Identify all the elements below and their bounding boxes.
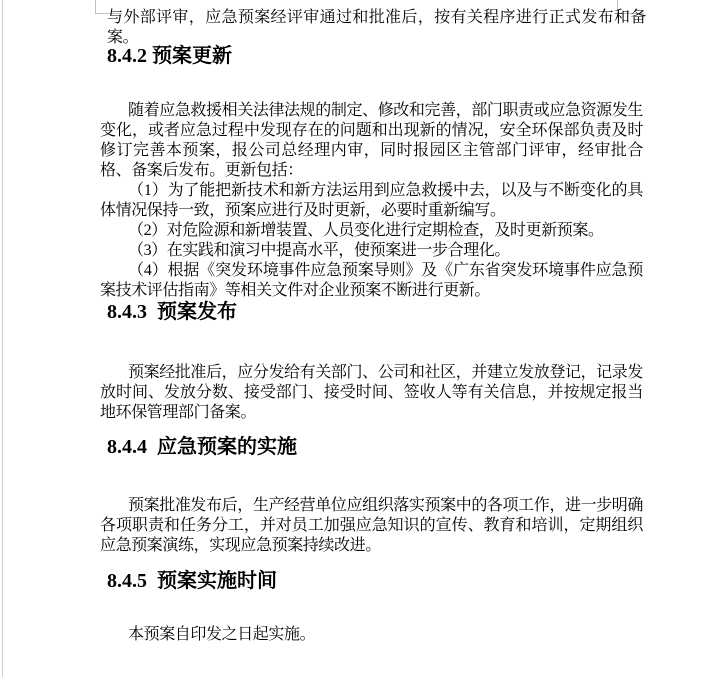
page-left-edge-line <box>2 0 3 677</box>
crop-mark-vertical-line <box>95 0 96 13</box>
section-8-4-2-body <box>100 101 643 301</box>
paragraph-plan-implementation: 预案批准发布后，生产经营单位应组织落实预案中的各项工作，进一步明确各项职责和任务分工，并对员工加强应急知识的宣传、教育和培训，定期组织应急预案演练，实现应急预案持续改进。 <box>100 497 643 554</box>
heading-8-4-2-plan-update: 8.4.2 预案更新 <box>107 45 232 67</box>
heading-8-4-5-implementation-time: 8.4.5 预案实施时间 <box>107 570 277 592</box>
paragraph-continuation: 与外部评审，应急预案经评审通过和批准后，按有关程序进行正式发布和备案。 <box>107 9 646 46</box>
paragraph-implementation-time: 本预案自印发之日起实施。 <box>128 626 316 643</box>
heading-8-4-3-plan-release: 8.4.3 预案发布 <box>107 301 237 323</box>
list-item-1: （1）为了能把新技术和新方法运用到应急救援中去，以及与不断变化的具体情况保持一致，预案应进行及时更新，必要时重新编写。 <box>100 182 643 219</box>
list-item-2: （2）对危险源和新增装置、人员变化进行定期检查，及时更新预案。 <box>128 222 604 239</box>
heading-8-4-4-plan-implementation: 8.4.4 应急预案的实施 <box>107 436 297 458</box>
list-item-4: （4）根据《突发环境事件应急预案导则》及《广东省突发环境事件应急预案技术评估指南》等相关文件对企业预案不断进行更新。 <box>100 262 643 299</box>
paragraph-plan-release: 预案经批准后，应分发给有关部门、公司和社区，并建立发放登记，记录发放时间、发放分数、接受部门、接受时间、签收人等有关信息，并按规定报当地环保管理部门备案。 <box>100 364 643 421</box>
paragraph-update-intro: 随着应急救援相关法律法规的制定、修改和完善，部门职责或应急资源发生变化，或者应急过程中发现存在的问题和出现新的情况，安全环保部负责及时修订完善本预案，报公司总经理内审，同时报园区主管部门评审，经审批合格、备案后发布。更新包括： <box>100 102 643 179</box>
list-item-3: （3）在实践和演习中提高水平，使预案进一步合理化。 <box>128 242 511 259</box>
